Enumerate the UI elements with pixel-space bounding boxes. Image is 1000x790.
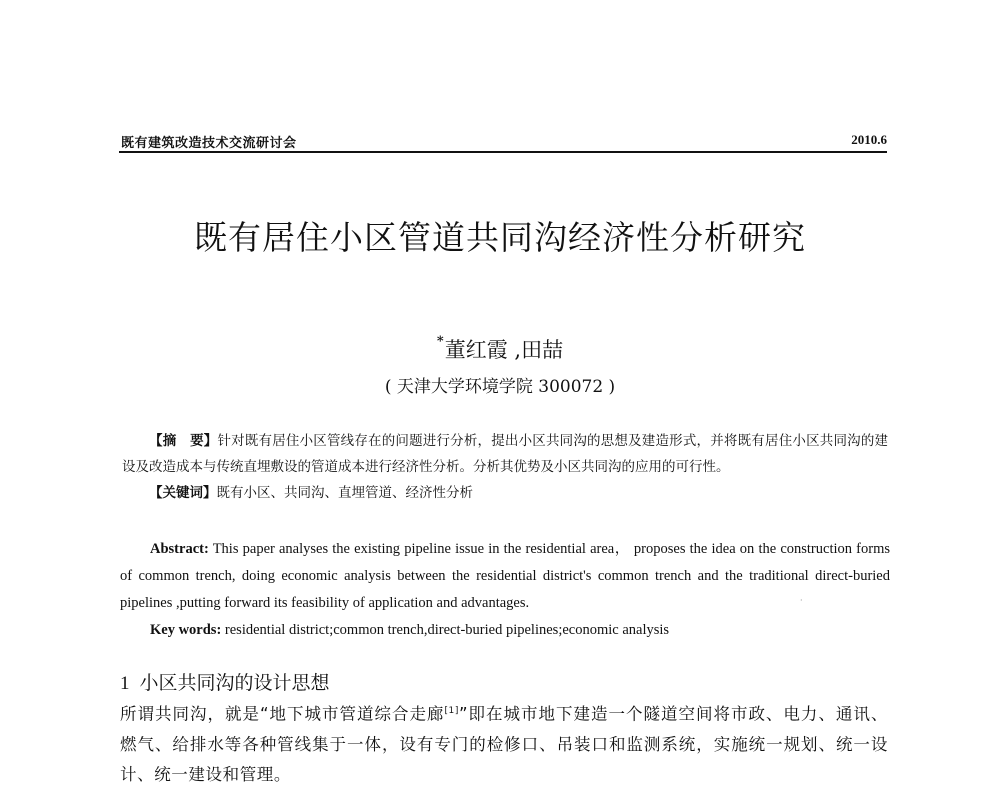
abstract-english xyxy=(120,536,890,617)
section-number: 1 xyxy=(120,673,130,694)
abstract-cn-text: 针对既有居住小区管线存在的问题进行分析，提出小区共同沟的思想及建造形式，并将既有居住小区共同沟的建设及改造成本与传统直埋敷设的管道成本进行经济性分析。分析其优势及小区共同沟的应用的可行性。 xyxy=(122,433,889,475)
running-header-journal: 既有建筑改造技术交流研讨会 xyxy=(121,136,297,151)
affiliation: ( 天津大学环境学院 300072 ) xyxy=(384,377,616,397)
author-names: 董红霞 ,田喆 xyxy=(444,338,564,362)
keywords-en-label: Key words: xyxy=(150,622,222,638)
section-title: 小区共同沟的设计思想 xyxy=(139,672,330,694)
abstract-en-label: Abstract: xyxy=(150,541,209,557)
abstract-chinese xyxy=(122,428,888,480)
running-header-date: 2010.6 xyxy=(851,132,887,147)
section-heading xyxy=(120,668,330,695)
keywords-cn-label: 【关键词】 xyxy=(149,485,217,501)
keywords-en-text: residential district;common trench,direct-buried pipelines;economic analysis xyxy=(224,622,670,638)
paper-title: 既有居住小区管道共同沟经济性分析研究 xyxy=(194,218,806,257)
abstract-cn-label: 【摘 要】 xyxy=(149,433,218,449)
keywords-english xyxy=(120,617,890,644)
keywords-cn-text: 既有小区、共同沟、直埋管道、经济性分析 xyxy=(216,485,473,501)
author-line xyxy=(0,334,1000,364)
citation: [1] xyxy=(444,706,459,716)
body-paragraph xyxy=(120,696,888,790)
header-rule xyxy=(119,151,887,153)
corresponding-author-marker: * xyxy=(436,334,444,349)
body-text-after: ”即在城市地下建造一个隧道空间将市政、电力、通讯、燃气、给排水等各种管线集于一体，设有专门的检修口、吊装口和监测系统，实施统一规划、统一设计、统一建设和管理。 xyxy=(120,704,888,784)
scan-speck: · xyxy=(800,596,803,605)
body-text-before: 所谓共同沟，就是“地下城市管道综合走廊 xyxy=(120,704,445,724)
abstract-en-text: This paper analyses the existing pipeline issue in the residential area， proposes the idea on the construction forms of common trench, doing economic analysis between the residential district's common trench and the traditional direct-buried pipelines ,putting forward its feasibility of application and advantages. xyxy=(120,541,890,611)
keywords-chinese xyxy=(122,480,888,506)
